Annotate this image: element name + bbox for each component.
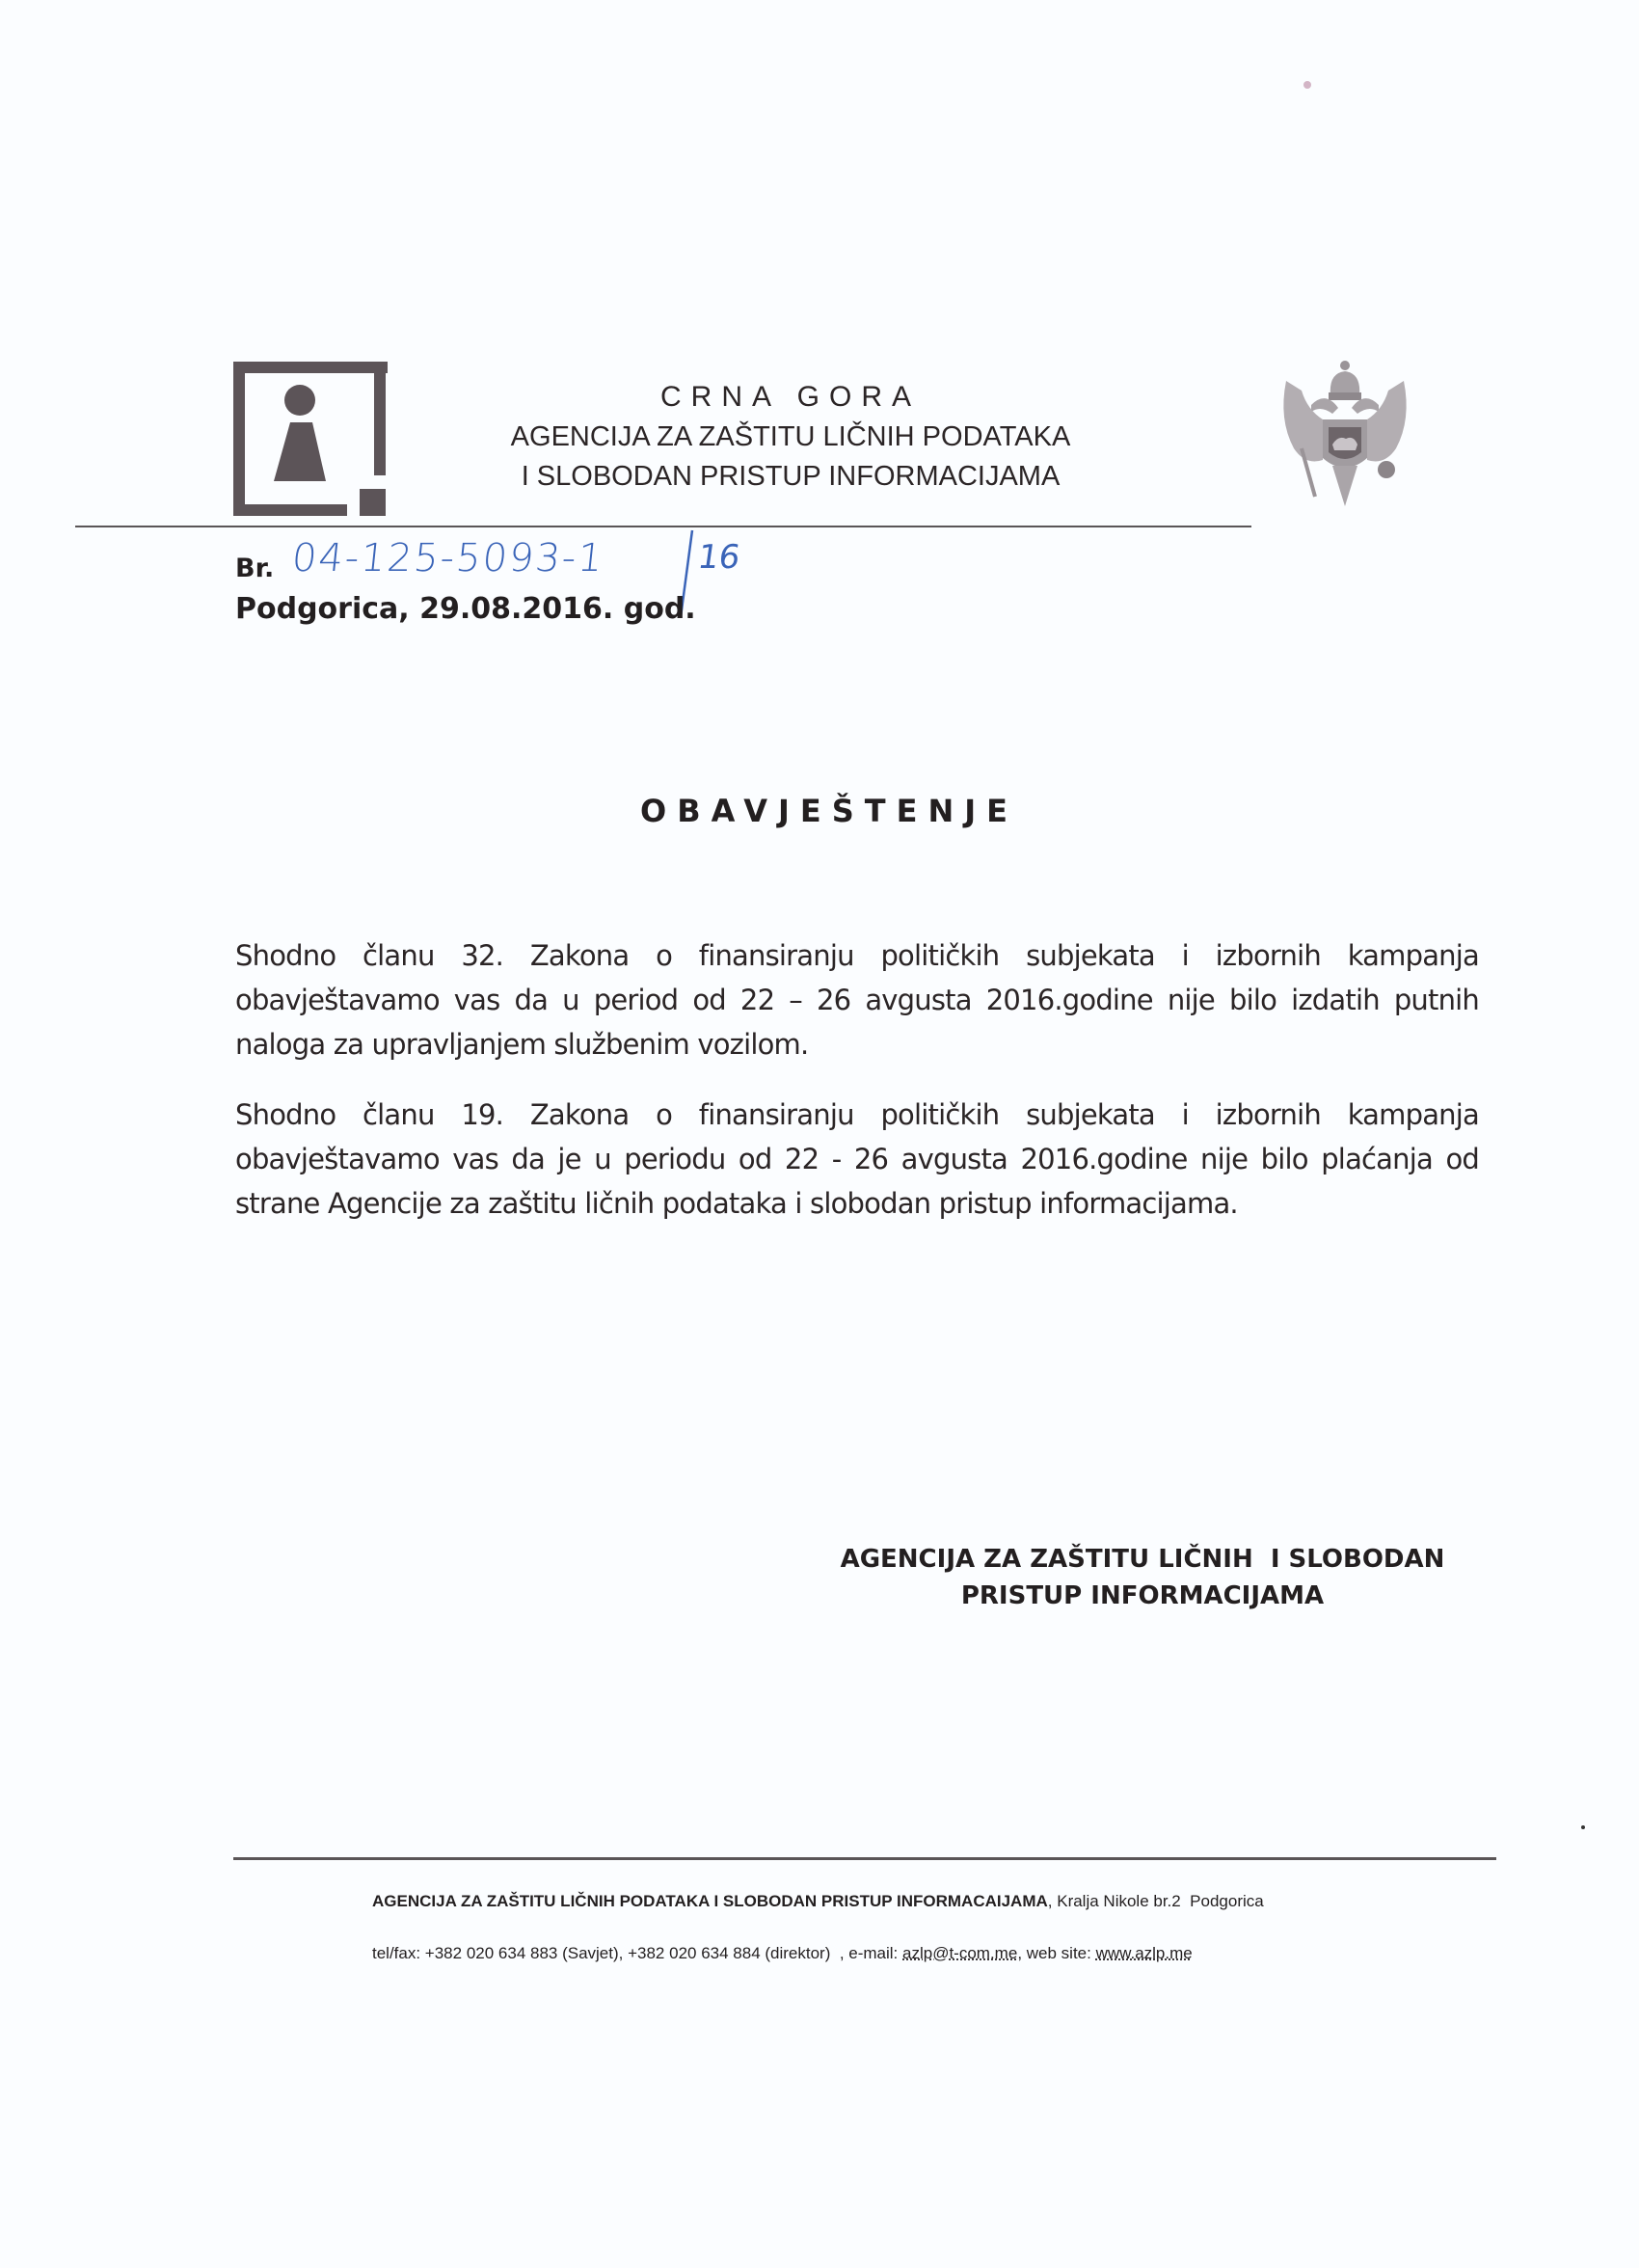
- reference-number-handwritten: 04-125-5093-1: [289, 536, 607, 580]
- agency-logo-icon: [233, 362, 388, 516]
- footer-website-link[interactable]: www.azlp.me: [1095, 1944, 1193, 1962]
- footer-phones: tel/fax: +382 020 634 883 (Savjet), +382 020 634 884 (direktor) , e-mail:: [372, 1944, 903, 1962]
- footer-agency-name: AGENCIJA ZA ZAŠTITU LIČNIH PODATAKA I SLOBODAN PRISTUP INFORMACAIJAMA: [372, 1892, 1048, 1910]
- footer-divider: [233, 1857, 1496, 1860]
- scan-speck: [1303, 81, 1311, 89]
- body-paragraph-1: Shodno članu 32. Zakona o finansiranju političkih subjekata i izbornih kampanja obavještavamo vas da u period od 22 – 26 avgusta 2016.godine nije bilo izdatih putnih naloga za upravljanjem službenim vozilom.: [235, 939, 1479, 1061]
- footer-contact-line: [372, 1944, 1193, 1963]
- coat-of-arms-icon: [1273, 352, 1417, 516]
- reference-label: Br.: [235, 554, 275, 583]
- header-agency-line1: AGENCIJA ZA ZAŠTITU LIČNIH PODATAKA: [510, 421, 1071, 452]
- place-date: Podgorica, 29.08.2016. god.: [235, 592, 696, 626]
- footer-email-link[interactable]: azlp@t-com.me: [902, 1944, 1018, 1962]
- footer-address-line: [372, 1892, 1264, 1911]
- document-title: OBAVJEŠTENJE: [640, 793, 1018, 829]
- header-country: CRNA GORA: [659, 381, 922, 413]
- signature-line-2: PRISTUP INFORMACIJAMA: [960, 1581, 1325, 1610]
- signature-line-1: AGENCIJA ZA ZAŠTITU LIČNIH I SLOBODAN: [840, 1545, 1445, 1574]
- footer-address: , Kralja Nikole br.2 Podgorica: [1047, 1892, 1264, 1910]
- header-divider: [75, 526, 1251, 527]
- footer-web-label: , web site:: [1017, 1944, 1096, 1962]
- scan-dot: [1581, 1825, 1585, 1829]
- header-agency-line2: I SLOBODAN PRISTUP INFORMACIJAMA: [521, 461, 1061, 492]
- reference-year-suffix: 16: [695, 538, 743, 577]
- body-paragraph-2: Shodno članu 19. Zakona o finansiranju političkih subjekata i izbornih kampanja obavještavamo vas da je u periodu od 22 - 26 avgusta 2016.godine nije bilo plaćanja od strane Agencije za zaštitu ličnih podataka i slobodan pristup informacijama.: [235, 1098, 1479, 1220]
